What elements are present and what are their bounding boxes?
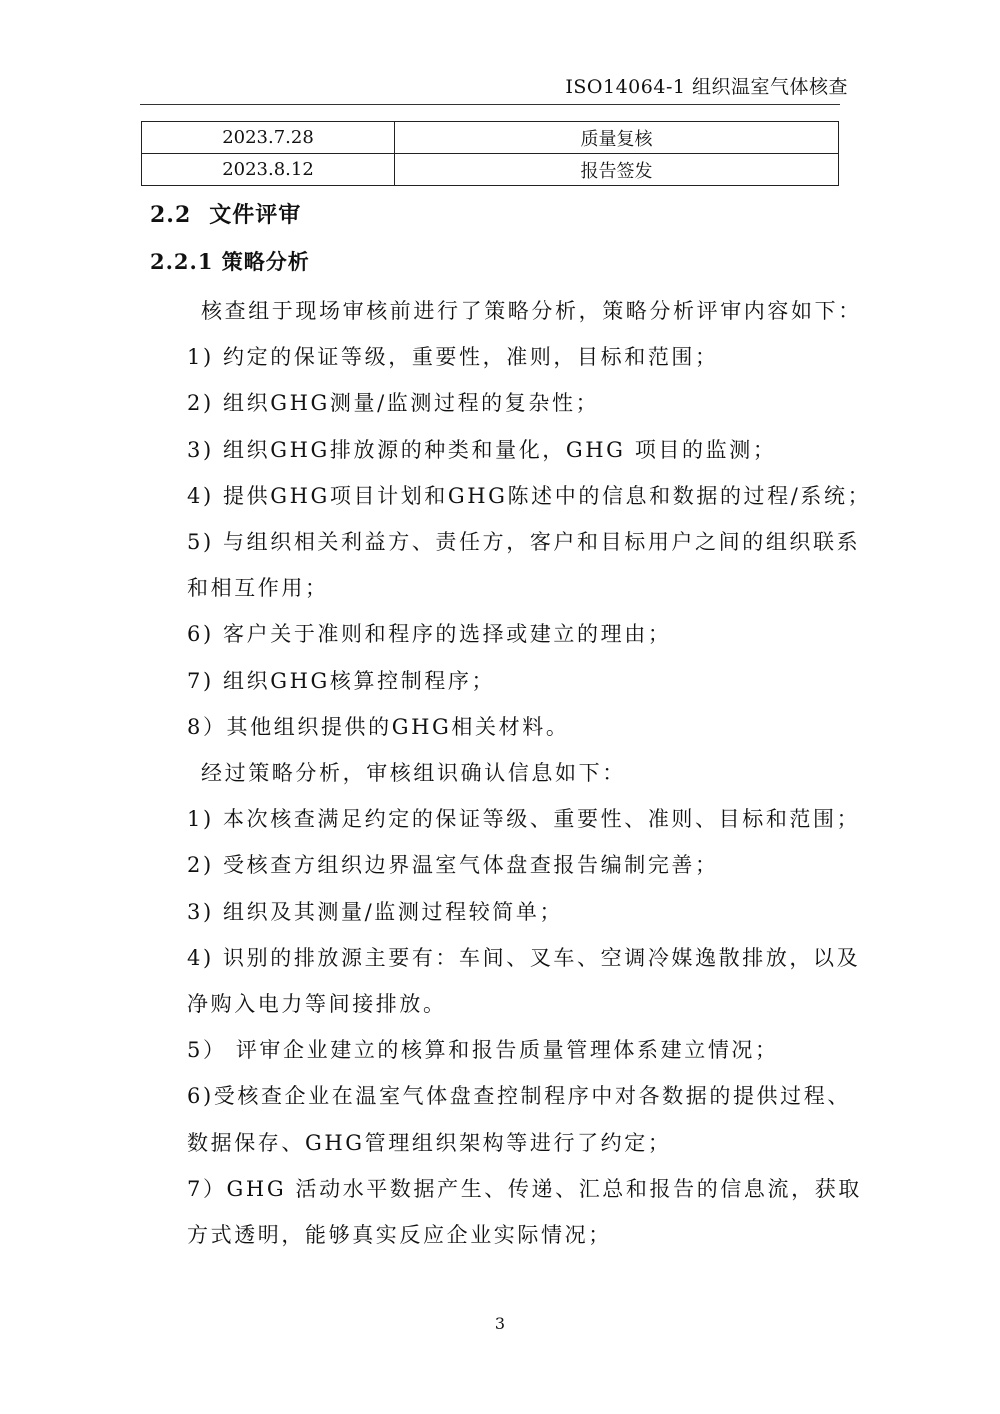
section-title: 文件评审 [209, 202, 302, 228]
table-cell-activity: 报告签发 [395, 154, 839, 186]
schedule-table [141, 121, 839, 186]
header-divider [140, 104, 840, 105]
list-item: 2) 受核查方组织边界温室气体盘查报告编制完善； [187, 853, 719, 878]
list-item-continuation: 和相互作用； [187, 576, 329, 601]
table-row [142, 154, 839, 186]
section-heading [150, 198, 301, 229]
list-item: 2) 组织GHG测量/监测过程的复杂性； [187, 391, 600, 416]
paragraph-intro: 核查组于现场审核前进行了策略分析，策略分析评审内容如下： [201, 299, 862, 323]
list-item: 4) 识别的排放源主要有：车间、叉车、空调冷媒逸散排放，以及 [187, 945, 861, 970]
subsection-heading: 2.2.1 策略分析 [150, 249, 310, 274]
list-item: 3) 组织GHG排放源的种类和量化，GHG 项目的监测； [187, 437, 777, 462]
list-item-continuation: 数据保存、GHG管理组织架构等进行了约定； [187, 1130, 672, 1155]
table-cell-activity: 质量复核 [395, 122, 839, 154]
list-item: 6)受核查企业在温室气体盘查控制程序中对各数据的提供过程、 [187, 1084, 851, 1109]
body-text [187, 288, 872, 1258]
list-item: 1) 本次核查满足约定的保证等级、重要性、准则、目标和范围； [187, 807, 861, 832]
table-row [142, 122, 839, 154]
list-item: 3) 组织及其测量/监测过程较简单； [187, 899, 564, 924]
list-item: 5) 与组织相关利益方、责任方，客户和目标用户之间的组织联系 [187, 530, 861, 555]
section-number: 2.2 [150, 202, 192, 228]
list-item-continuation: 净购入电力等间接排放。 [187, 992, 447, 1017]
list-item-continuation: 方式透明，能够真实反应企业实际情况； [187, 1223, 612, 1248]
list-item: 4) 提供GHG项目计划和GHG陈述中的信息和数据的过程/系统； [187, 483, 872, 508]
list-item: 7）GHG 活动水平数据产生、传递、汇总和报告的信息流，获取 [187, 1176, 862, 1201]
paragraph-confirmation: 经过策略分析，审核组识确认信息如下： [201, 761, 626, 786]
table-cell-date: 2023.7.28 [142, 122, 395, 154]
list-item: 7) 组织GHG核算控制程序； [187, 668, 496, 693]
list-item: 6) 客户关于准则和程序的选择或建立的理由； [187, 622, 672, 647]
table-cell-date: 2023.8.12 [142, 154, 395, 186]
list-item: 8）其他组织提供的GHG相关材料。 [187, 714, 570, 739]
page-number: 3 [494, 1314, 506, 1333]
list-item: 1) 约定的保证等级，重要性，准则，目标和范围； [187, 345, 719, 370]
page-header-title: ISO14064-1 组织温室气体核查 [565, 76, 848, 98]
list-item: 5） 评审企业建立的核算和报告质量管理体系建立情况； [187, 1038, 779, 1063]
